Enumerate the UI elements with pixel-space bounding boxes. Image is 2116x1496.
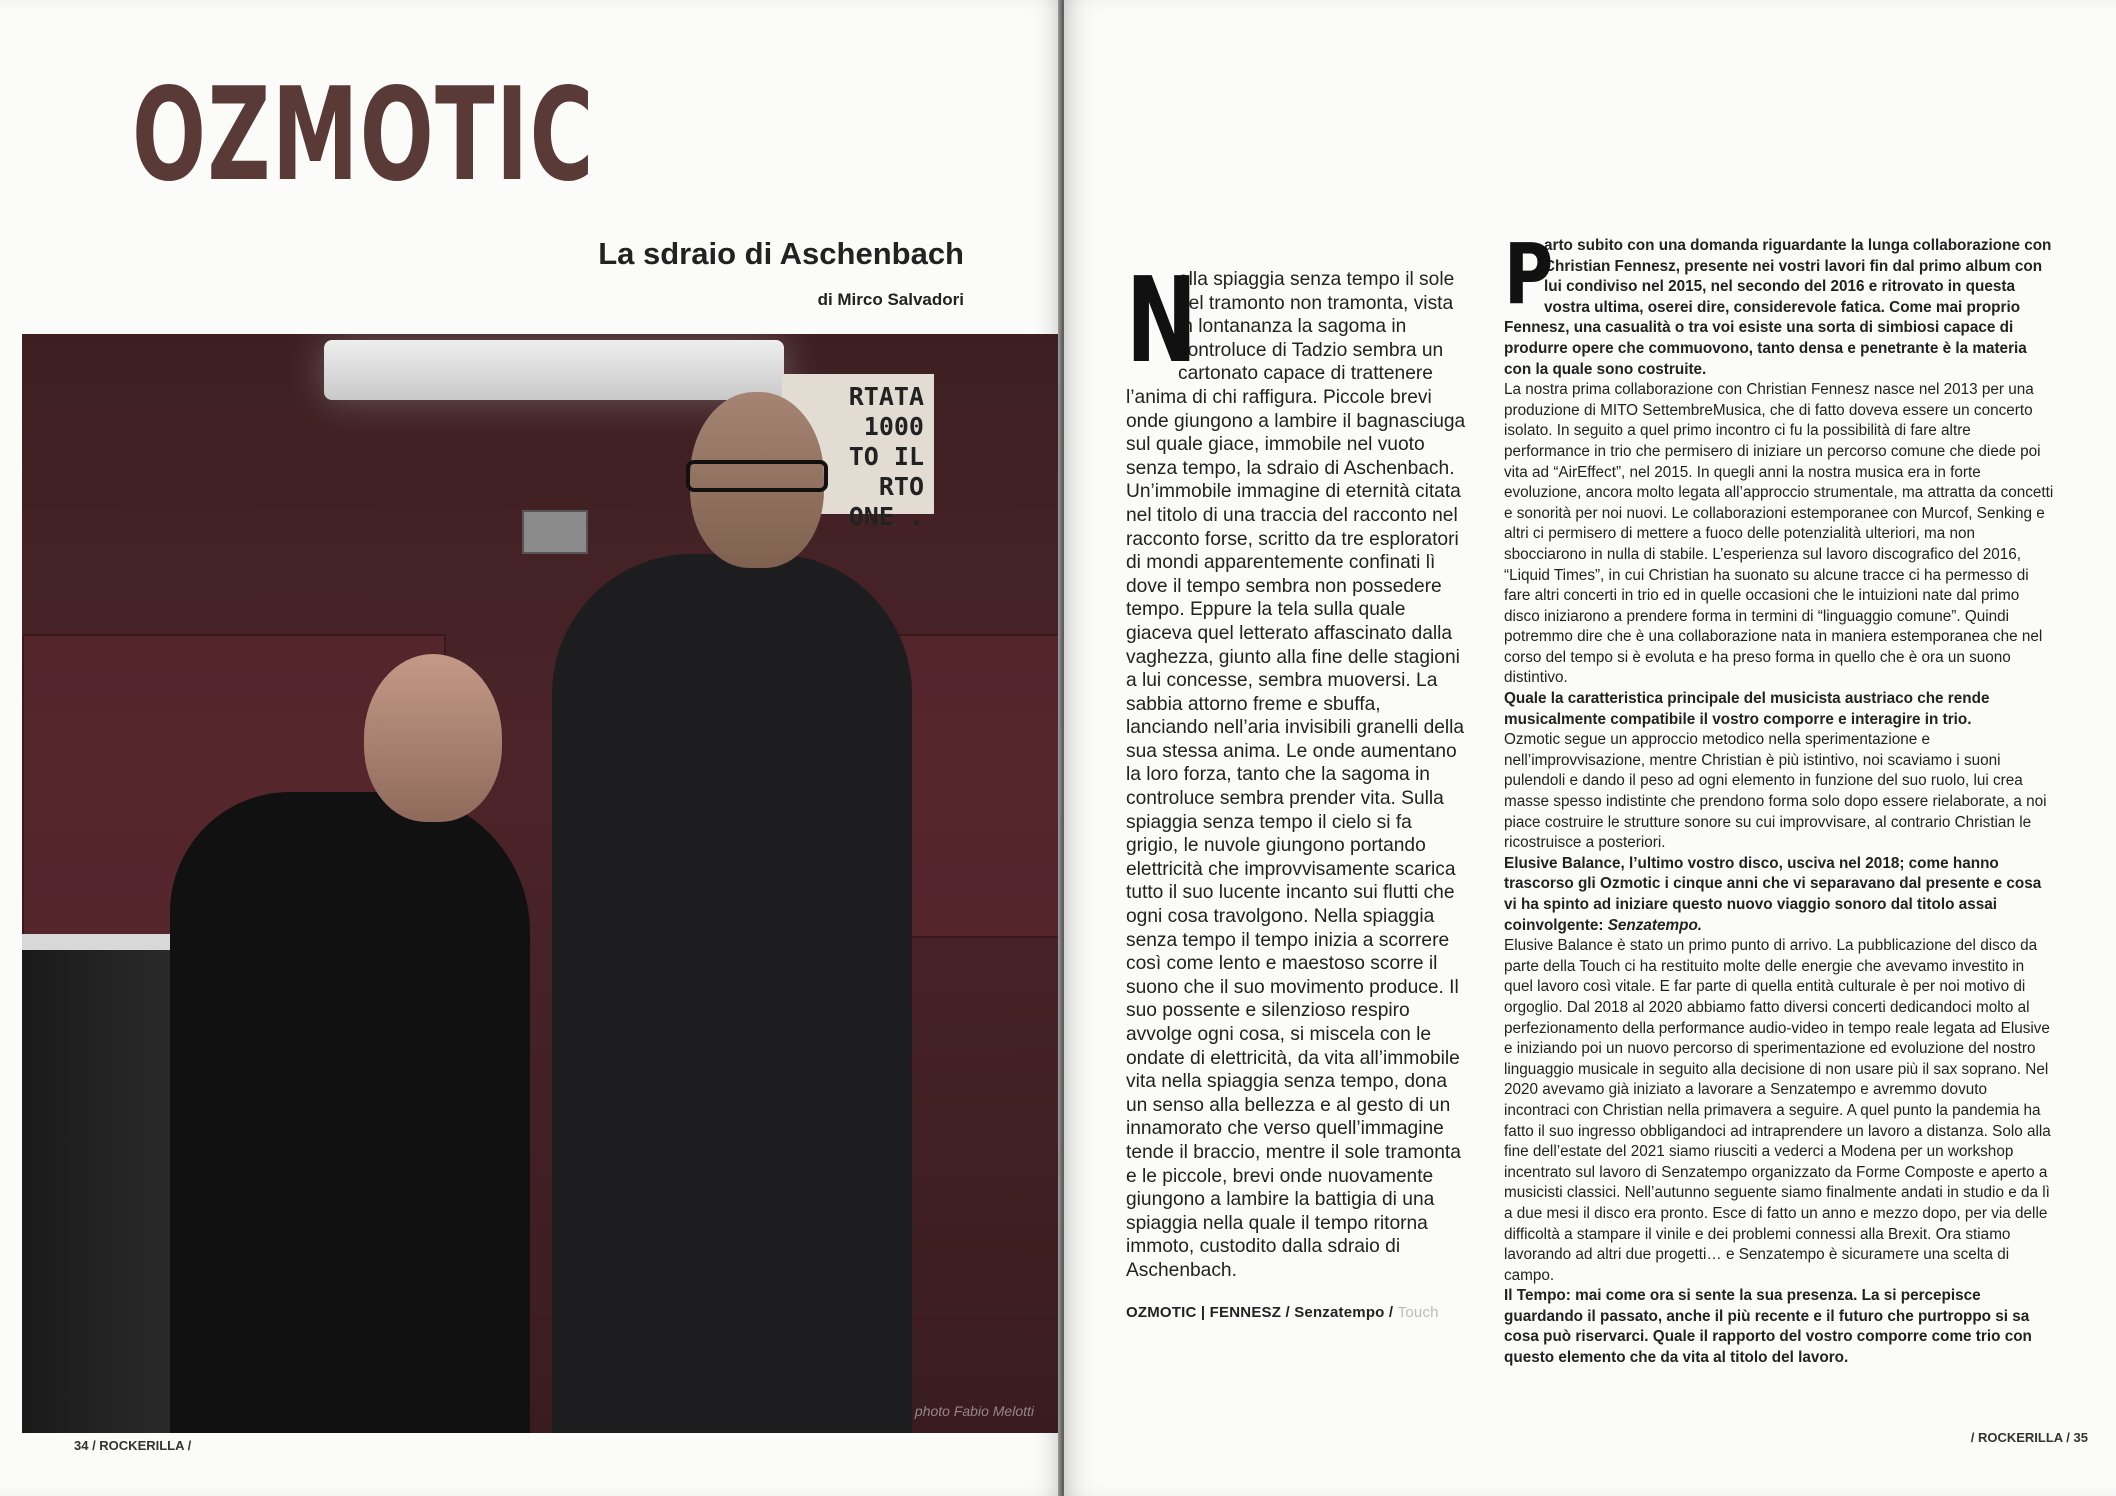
question-3-album-title: Senzatempo. (1607, 916, 1703, 934)
musician-seated (170, 792, 530, 1433)
question-3-text: Elusive Balance, l’ultimo vostro disco, usciva nel 2018; come hanno trascorso gli Ozmotic i cinque anni che vi separavano dal presente e cosa vi ha spinto ad iniziare questo nuovo viaggio sonoro dal titolo assai coinvolgente: (1504, 854, 2042, 934)
article-title: OZMOTIC (132, 61, 595, 210)
musician-standing (552, 554, 912, 1433)
barber-chair (22, 934, 182, 1433)
musician-seated-head (364, 654, 502, 822)
glasses (686, 460, 828, 492)
band-photo (22, 334, 1062, 1433)
question-1 (1504, 225, 2056, 380)
release-credits (1126, 1301, 1468, 1325)
intro-column (1126, 251, 1468, 1324)
question-1-text: arto subito con una domanda riguardante la lunga collaborazione con Christian Fennesz, presente nei vostri lavori fin dal primo album con lui condiviso nel 2015, nel secondo del 2016 e ritrovato in questa vostra ultima, oserei dire, considerevole fatica. Come mai proprio Fennesz, una casualità o tra voi esiste una sorta di simbiosi capace di produrre opere che commuovono, tanto densa e penetrante è la materia con la quale sono costruite. (1504, 237, 2052, 378)
answer-3: Elusive Balance è stato un primo punto di arrivo. La pubblicazione del disco da parte della Touch ci ha restituito molte delle energie che avevamo investito in quel lavoro così vitale. E far parte di quella entità culturale è per noi motivo di orgoglio. Dal 2018 al 2020 abbiamo fatto diversi concerti dedicandoci molto al perfezionamento della performance audio-video in tempo reale legata ad Elusive e iniziando poi un nuovo percorso di sperimentazione ed evoluzione del nostro linguaggio musicale in seguito alla decisione di non usare più il sax soprano. Nel 2020 avevamo già iniziato a lavorare a Senzatempo e avremmo dovuto incontraci con Christian nella primavera a seguire. A quel punto la pandemia ha fatto il suo ingresso obbligandoci ad intraprendere un lavoro a distanza. Solo alla fine dell’estate del 2021 siamo riusciti a vederci a Modena per un workshop incentrato sul lavoro di Senzatempo organizzato da Forme Composte e aperto a musicisti classici. Nell’autunno seguente siamo finalmente andati in studio e da lì a due mesi il disco era pronto. Esce di fatto un anno e mezzo dopo, per via delle difficoltà a stampare il vinile e dei problemi connessi alla Brexit. Ora stiamo lavorando ad altri due progetti… e Senzatempo è sicurameте una scelta di campo. (1504, 937, 2051, 1284)
right-page (1064, 0, 2116, 1496)
byline: di Mirco Salvadori (817, 290, 964, 309)
interview-column (1504, 225, 2056, 1369)
answer-2: Ozmotic segue un approccio metodico nella sperimentazione e nell’improvvisazione, mentre Christian è più istintivo, noi scaviamo i suoni pulendoli e dando il peso ad ogni elemento in funzione del suo ruolo, lui crea masse spesso indistinte che prendono forma solo dopo essere rielaborate, a noi piace costruire le strutture sonore su cui improvvisare, al contrario Christian le ricostruisce a posteriori. (1504, 731, 2047, 852)
article-subtitle: La sdraio di Aschenbach (598, 236, 964, 271)
dropcap-n: N (1126, 251, 1198, 389)
intro-paragraph (1126, 251, 1468, 1283)
dropcap-p: P (1504, 225, 1554, 323)
question-3 (1504, 854, 2056, 936)
release-artists: OZMOTIC | FENNESZ / Senzatempo / (1126, 1303, 1394, 1321)
fluorescent-lamp (324, 340, 784, 400)
question-4: Il Tempo: mai come ora si sente la sua presenza. La si percepisce guardando il passato, anche il più recente e il futuro che purtroppo si sa cosa può riservarci. Quale il rapporto del vostro comporre come trio con questo elemento che da vita al titolo del lavoro. (1504, 1287, 2032, 1367)
page-folio-left: 34 / ROCKERILLA / (74, 1438, 192, 1453)
question-2: Quale la caratteristica principale del musicista austriaco che rende musicalmente compatibile il vostro comporre e interagire in trio. (1504, 690, 1990, 728)
photo-credit: photo Fabio Melotti (914, 1403, 1034, 1419)
page-folio-right: / ROCKERILLA / 35 (1970, 1430, 2088, 1445)
release-label: Touch (1397, 1303, 1439, 1321)
wall-plaque (522, 510, 588, 554)
wall-sign-text: RTATA 1000 TO IL RTO ONE . (848, 382, 924, 531)
answer-1: La nostra prima collaborazione con Christian Fennesz nasce nel 2013 per una produzione di MITO SettembreMusica, che di fatto doveva essere un concerto isolato. In seguito a quel primo incontro ci fu la possibilità di fare altre performance in trio che permisero di iniziare un percorso comune che diede poi vita ad “AirEffect”, nel 2015. In quegli anni la nostra musica era in forte evoluzione, ancora molto legata all’approccio strumentale, ma attratta da concetti e sonorità per noi nuovi. Le collaborazioni estemporanee con Murcof, Senking e altri ci permisero di mettere a fuoco delle potenzialità ulteriori, ma non sbocciarono in nulla di stabile. L’esperienza sul lavoro discografico del 2016, “Liquid Times”, in cui Christian ha suonato su alcune tracce ci ha permesso di fare altri concerti in trio ed in quelle occasioni che le intuizioni nate dal primo disco iniziarono a prendere forma in termini di “linguaggio comune”. Quindi potremmo dire che è una collaborazione nata in maniera estemporanea che nel corso del tempo si è evoluta e ha preso forma in quello che è ora un suono distintivo. (1504, 381, 2054, 687)
intro-text: ella spiaggia senza tempo il sole del tramonto non tramonta, vista in lontananza la sagoma in controluce di Tadzio sembra un cartonato capace di trattenere l’anima di chi raffigura. Piccole brevi onde giungono a lambire il bagnasciuga sul quale giace, immobile nel vuoto senza tempo, la sdraio di Aschenbach. Un’immobile immagine di eternità citata nel titolo di una traccia del racconto nel racconto forse, scritto da tre esploratori di mondi apparentemente confinati lì dove il tempo sembra non possedere tempo. Eppure la tela sulla quale giaceva quel letterato affascinato dalla vaghezza, giunto alla fine delle stagioni a lui concesse, sembra muoversi. La sabbia attorno freme e sbuffa, lanciando nell’aria invisibili granelli della sua stessa anima. Le onde aumentano la loro forza, tanto che la sagoma in controluce sembra prender vita. Sulla spiaggia senza tempo il cielo si fa grigio, le nuvole giungono portando elettricità che improvvisamente scarica tutto il suo lucente incanto sui flutti che ogni cosa travolgono. Nella spiaggia senza tempo il tempo inizia a scorrere così come lento e maestoso scorre il suono che il suo movimento produce. Il suo possente e silenzioso respiro avvolge ogni cosa, si miscela con le ondate di elettricità, da vita all’immobile vita nella spiaggia senza tempo, dona un senso alla bellezza e al gesto di un innamorato che verso quell’immagine tende il braccio, mentre il sole tramonta e le piccole, brevi onde nuovamente giungono a lambire la battigia di una spiaggia nella quale il tempo ritorna immoto, custodito dalla sdraio di Aschenbach. (1126, 269, 1466, 1281)
